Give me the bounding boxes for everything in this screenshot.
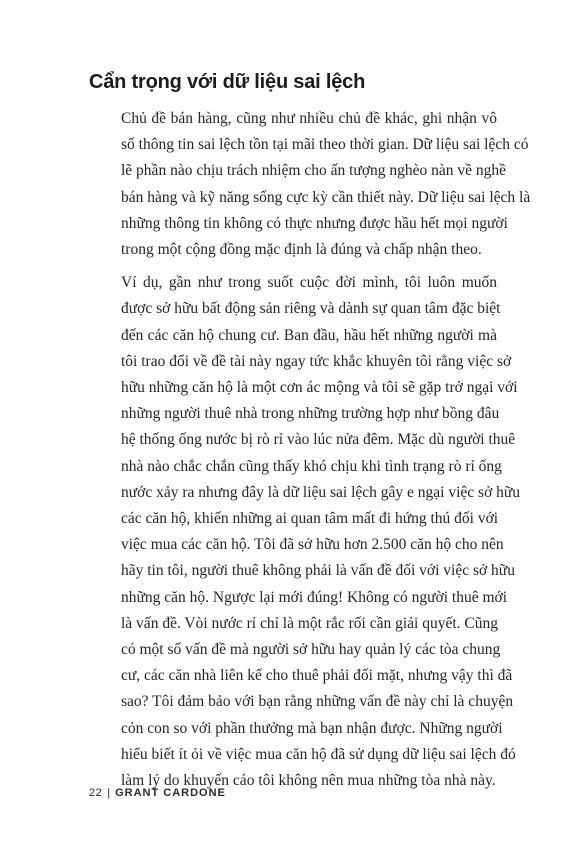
text-line: hữu những căn hộ là một cơn ác mộng và tôi sẽ gặp trở ngại với: [121, 379, 518, 397]
text-line: cỏn con so với phần thưởng mà bạn nhận được. Những người: [121, 719, 503, 737]
text-line: việc mua các căn hộ. Tôi đã sở hữu hơn 2.500 căn hộ cho nên: [121, 536, 504, 554]
text-line: nước xảy ra nhưng đây là dữ liệu sai lệch gây e ngại việc sở hữu: [121, 483, 521, 501]
text-line: hiểu biết ít ỏi về việc mua căn hộ đã sử dụng dữ liệu sai lệch đó: [121, 745, 516, 763]
paragraph: [89, 106, 531, 263]
paragraph: [89, 270, 521, 794]
text-line: tôi trao đổi về đề tài này ngay tức khắc khuyên tôi rằng việc sở: [121, 352, 512, 370]
text-line: những thông tin không có thực nhưng được hầu hết mọi người: [121, 214, 508, 232]
text-line: những người thuê nhà trong những trường hợp như bồng đâu: [121, 405, 500, 423]
body-text: [89, 106, 531, 794]
author-name: GRANT CARDONE: [115, 787, 226, 799]
paragraph-container: [89, 106, 531, 794]
text-line: có một số vấn đề mà người sở hữu hay quản lý các tòa chung: [121, 641, 501, 659]
footer-separator: |: [107, 787, 111, 799]
text-line: sao? Tôi đảm bảo với bạn rằng những vấn đề này chỉ là chuyện: [121, 693, 514, 711]
text-line: Chủ đề bán hàng, cũng như nhiều chủ đề khác, ghi nhận vô: [121, 110, 497, 127]
section-heading: Cẩn trọng với dữ liệu sai lệch: [89, 71, 366, 93]
text-line: bán hàng và kỹ năng sống cực kỳ cần thiết này. Dữ liệu sai lệch là: [121, 188, 531, 206]
text-line: làm lý do khuyến cáo tôi không nên mua những tòa nhà này.: [121, 772, 496, 790]
text-line: hệ thống ống nước bị rò rỉ vào lúc nửa đêm. Mặc dù người thuê: [121, 431, 516, 449]
text-line: số thông tin sai lệch tồn tại mãi theo thời gian. Dữ liệu sai lệch có: [121, 136, 529, 154]
page-footer: [89, 786, 226, 800]
text-line: cư, các căn nhà liên kế cho thuê phải đối mặt, nhưng vậy thì đã: [121, 667, 513, 685]
text-line: hãy tin tôi, người thuê không phải là vấn đề đối với việc sở hữu: [121, 562, 515, 580]
text-line: được sở hữu bất động sản riêng và dành sự quan tâm đặc biệt: [121, 300, 501, 318]
text-line: các căn hộ, khiến những ai quan tâm mất đi hứng thú đối với: [121, 510, 499, 528]
text-line: là vấn đề. Vòi nước rỉ chỉ là một rắc rối cần giải quyết. Cũng: [121, 614, 499, 632]
text-line: nhà nào chắc chắn cũng thấy khó chịu khi tình trạng rò rỉ ống: [121, 457, 502, 475]
page-number: 22: [89, 787, 103, 799]
text-line: đến các căn hộ chung cư. Ban đầu, hầu hết những người mà: [121, 326, 497, 344]
text-line: những căn hộ. Ngược lại mới đúng! Không có người thuê mới: [121, 588, 508, 606]
text-line: lẽ phần nào chịu trách nhiệm cho ấn tượng nghèo nàn về nghề: [121, 162, 507, 180]
text-line: Ví dụ, gần như trong suốt cuộc đời mình, tôi luôn muốn: [121, 274, 497, 292]
text-line: trong một cộng đồng mặc định là đúng và chấp nhận theo.: [121, 241, 482, 259]
